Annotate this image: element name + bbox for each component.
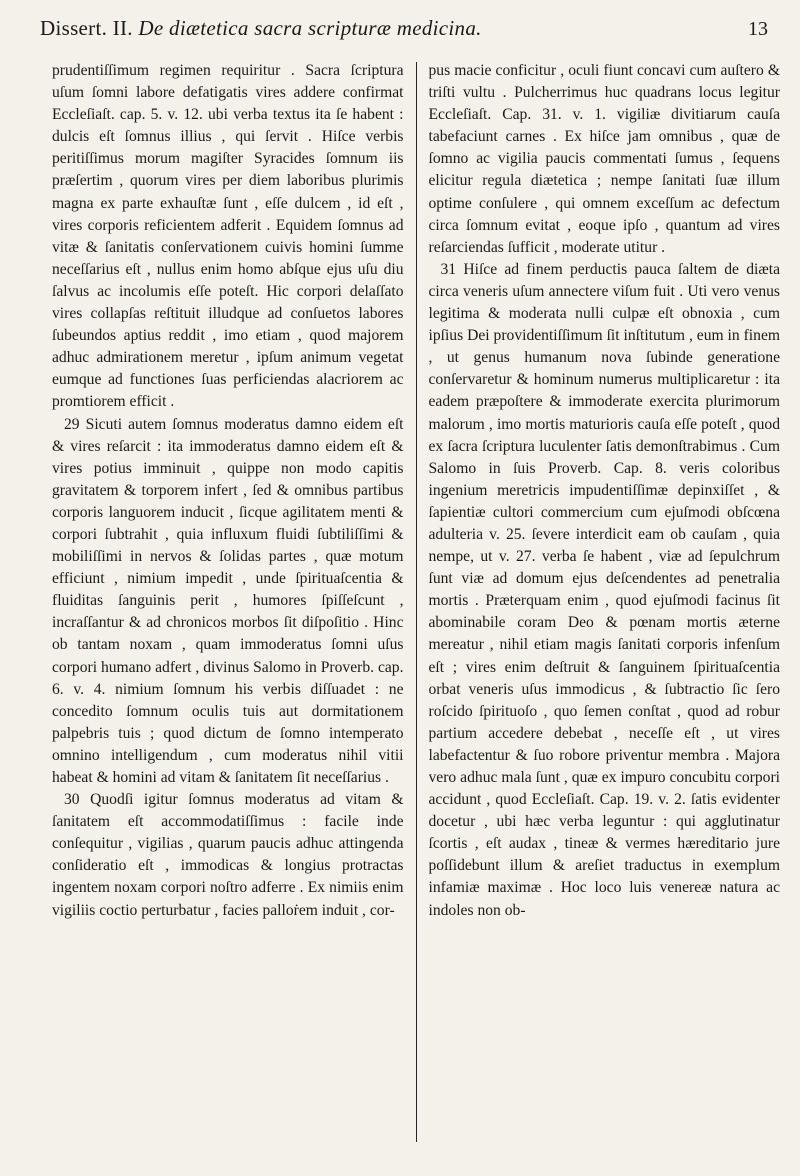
page-number: 13 bbox=[748, 18, 768, 40]
left-column bbox=[52, 60, 404, 1160]
paragraph: prudentiſſimum regimen requiritur . Sacra ſcriptura uſum ſomni labore defatigatis vires addere confirmat Eccleſiaſt. cap. 5. v. 12. ubi verba textus ita ſe habent : dulcis eſt ſomnus illius , qui ſervit . Hiſce verbis peritiſſimus morum magiſter Syracides ſomnum iis præſertim , quorum vires per diem laboribus plurimis magna ex parte exhauſtæ ſunt , eſſe dulcem , id eſt , vires corporis reficientem adferit . Equidem ſomnus ad vitæ & ſanitatis conſervationem cuivis homini ſumme neceſſarius eſt , nullus enim homo abſque ejus uſu diu ſalvus ac incolumis eſſe poteſt. Hic corpori delaſſato vires collapſas reſtituit illudque ad conſuetos labores ſubeundos aptius reddit , imo etiam , quod majorem adhuc admirationem meretur , ipſum animum vegetat eumque ad functiones ſuas perficiendas alacriorem ac promtiorem efficit . bbox=[52, 62, 404, 411]
running-head-dissertation: Dissert. II. bbox=[40, 16, 133, 40]
page-header bbox=[40, 16, 780, 56]
two-column-body bbox=[52, 60, 780, 1160]
right-column bbox=[429, 60, 781, 1160]
paragraph: 30 Quodſi igitur ſomnus moderatus ad vitam & ſanitatem eſt accommodatiſſimus : facile inde conſequitur , vigilias , quarum paucis adhuc attingenda conſideratio eſt , immodicas & longius protractas ingentem noxam corpori noſtro adferre . Ex nimiis enim vigiliis coctio perturbatur , facies palloṙem induit , cor- bbox=[52, 791, 404, 919]
paragraph: 29 Sicuti autem ſomnus moderatus damno eidem eſt & vires reſarcit : ita immoderatus damno eidem eſt & vires potius imminuit , quippe non modo capitis gravitatem & torporem infert , ſed & omnibus partibus corporis languorem inducit , ſicque agilitatem menti & corpori ſubtrahit , quia influxum fluidi ſubtiliſſimi & mobiliſſimi in nervos & ſolidas partes , quæ motum efficiunt , nimium impedit , unde ſpirituaſcentia & fluiditas ſanguinis perit , humores ſpiſſeſcunt , incraſſantur & ad chronicos morbos ſit diſpoſitio . Hinc ob tantam noxam , quam immoderatus ſomni uſus corpori humano adfert , divinus Salomo in Proverb. cap. 6. v. 4. nimium ſomnum his verbis diſſuadet : ne concedito ſomnum oculis tuis aut dormitationem palpebris tuis ; quod dictum de ſomno intemperato omnino intelligendum , cum moderatus nihil vitii habeat & homini ad vitam & ſanitatem ſit neceſſarius . bbox=[52, 415, 404, 786]
paragraph: 31 Hiſce ad finem perductis pauca ſaltem de diæta circa veneris uſum annectere viſum fuit . Uti vero venus legitima & moderata nulli culpæ eſt obnoxia , cum ipſius Dei providentiſſimum ſit inſtitutum , eum in finem , ut genus humanum nova ſubinde generatione conſervaretur & hominum numerus multiplicaretur : ita eadem præpoſtere & immoderate exercita plurimorum malorum , imo mortis maturioris cauſa eſſe poteſt , quod ex ſacra ſcriptura luculenter ſatis demonſtrabimus . Cum Salomo in ſuis Proverb. Cap. 8. veris coloribus ingenium meretricis impudentiſſimæ depinxiſſet , & ſapientiæ cultori commercium cum ejuſmodi obſcœna adulteria v. 25. ſevere interdicit eam ob cauſam , quia nempe, ut v. 27. verba ſe habent , viæ ad ſepulchrum ſunt viæ ad domum ejus deſcendentes ad penetralia mortis . Præterquam enim , quod ejuſmodi facinus ſit abominabile coram Deo & pœnam mortis æterne mereatur , nihil etiam magis ſanitati corporis infenſum eſt ; vires enim deſtruit & ſanguinem ſpirituaſcentia orbat veneris uſus immodicus , & ſubtractio ſic ſero roſcido ſpirituoſo , quo ſemen conſtat , quod ad robur partium accedere debebat , neceſſe eſt , ut vires labefactentur & ſuo robore priventur membra . Majora vero adhuc mala ſunt , quæ ex impuro concubitu corpori accidunt , quod Eccleſiaſt. Cap. 19. v. 2. ſatis evidenter docetur , ubi hæc verba leguntur : qui agglutinatur ſcortis , eſt audax , tineæ & vermes hæreditario jure poſſidebunt illum & areſiet traductus in exemplum infamiæ maximæ . Hoc loco luis venereæ natura ac indoles non ob- bbox=[428, 260, 780, 919]
paragraph: pus macie conficitur , oculi fiunt concavi cum auſtero & triſti vultu . Pulcherrimus huc quadrans locus legitur Eccleſiaſt. Cap. 31. v. 1. vigiliæ divitiarum cauſa tabefaciunt carnes . Ex hiſce jam omnibus , quæ de ſomno ac vigilia paucis commentati ſumus , ſequens elicitur regula diætetica ; nempe ſanitati ſuæ illum optime conſulere , qui omnem exceſſum ac defectum circa ſomnum evitat , eoque ipſo , quantum ad vires reſarciendas ſufficit , moderate utitur . bbox=[428, 62, 780, 256]
running-head bbox=[40, 16, 482, 41]
column-divider bbox=[416, 62, 417, 1142]
running-head-title: De diætetica sacra scripturæ medicina. bbox=[138, 16, 482, 40]
